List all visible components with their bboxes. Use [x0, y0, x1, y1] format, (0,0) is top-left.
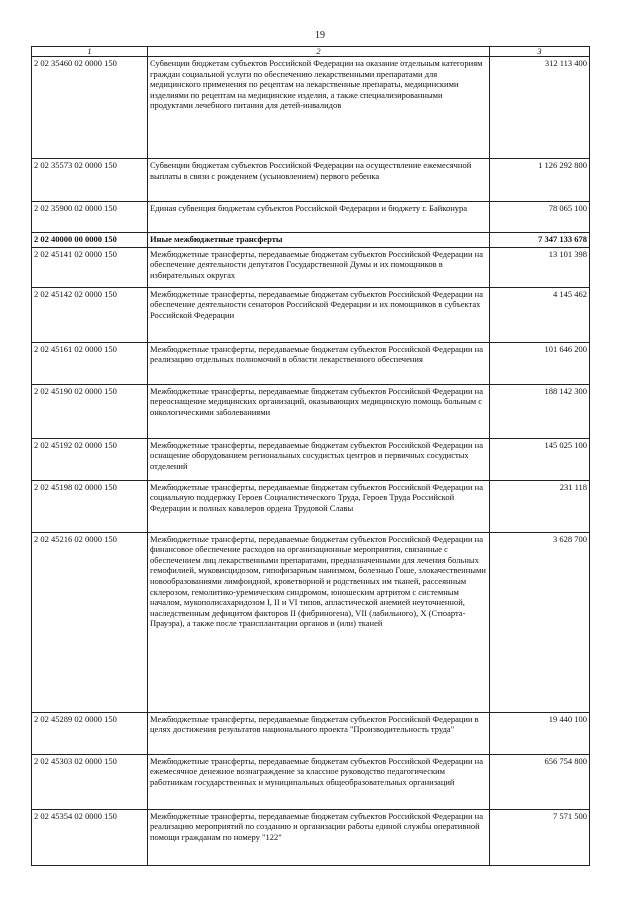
budget-table	[31, 46, 590, 866]
row-code: 2 02 45142 02 0000 150	[32, 287, 148, 342]
row-name: Межбюджетные трансферты, передаваемые бюджетам субъектов Российской Федерации на ежемесячное денежное вознаграждение за классное руководство педагогическим работникам государственных и муниципальных общеобразовательных организаций	[148, 754, 490, 809]
row-code: 2 02 45141 02 0000 150	[32, 247, 148, 287]
table-row	[32, 809, 590, 865]
row-name: Субвенции бюджетам субъектов Российской Федерации на оказание отдельным категориям граждан социальной услуги по обеспечению лекарственными препаратами для медицинского применения по рецептам на лекарственные препараты, медицинскими изделиями по рецептам на медицинские изделия, а также специализированными продуктами лечебного питания для детей-инвалидов	[148, 57, 490, 159]
row-name: Иные межбюджетные трансферты	[148, 233, 490, 248]
row-name: Межбюджетные трансферты, передаваемые бюджетам субъектов Российской Федерации на обеспечение деятельности сенаторов Российской Федерации и их помощников в субъектах Российской Федерации	[148, 287, 490, 342]
row-name: Межбюджетные трансферты, передаваемые бюджетам субъектов Российской Федерации на социальную поддержку Героев Социалистического Труда, Героев Труда Российской Федерации и полных кавалеров ордена Трудовой Славы	[148, 480, 490, 532]
page-number: 19	[315, 30, 325, 41]
table-row	[32, 754, 590, 809]
row-name: Межбюджетные трансферты, передаваемые бюджетам субъектов Российской Федерации в целях достижения результатов национального проекта "Производительность труда"	[148, 712, 490, 754]
row-name: Межбюджетные трансферты, передаваемые бюджетам субъектов Российской Федерации на реализацию отдельных полномочий в области лекарственного обеспечения	[148, 342, 490, 384]
table-row	[32, 480, 590, 532]
row-code: 2 02 45198 02 0000 150	[32, 480, 148, 532]
row-amount: 13 101 398	[490, 247, 590, 287]
row-amount: 3 628 700	[490, 532, 590, 712]
column-header-code: 1	[32, 47, 148, 57]
row-code: 2 02 45192 02 0000 150	[32, 438, 148, 480]
row-code: 2 02 45354 02 0000 150	[32, 809, 148, 865]
row-name: Межбюджетные трансферты, передаваемые бюджетам субъектов Российской Федерации на переоснащение медицинских организаций, оказывающих медицинскую помощь больным с онкологическими заболеваниями	[148, 384, 490, 438]
row-name: Межбюджетные трансферты, передаваемые бюджетам субъектов Российской Федерации на финансовое обеспечение расходов на организационные мероприятия, связанные с обеспечением лиц лекарственными препаратами, предназначенными для лечения больных гемофилией, муковисцидозом, гипофизарным нанизмом, болезнью Гоше, злокачественными новообразованиями лимфоидной, кроветворной и родственных им тканей, рассеянным склерозом, гемолитико-уремическим синдромом, юношеским артритом с системным началом, мукополисахаридозом I, II и VI типов, апластической анемией неуточненной, наследственным дефицитом факторов II (фибриногена), VII (лабильного), X (Стюарта-Прауэра), а также после трансплантации органов и (или) тканей	[148, 532, 490, 712]
row-amount: 231 118	[490, 480, 590, 532]
column-header-amount: 3	[490, 47, 590, 57]
table-header-row	[32, 47, 590, 57]
table-row	[32, 384, 590, 438]
table-row-group-total	[32, 233, 590, 248]
row-code: 2 02 45303 02 0000 150	[32, 754, 148, 809]
row-code: 2 02 45216 02 0000 150	[32, 532, 148, 712]
column-header-name: 2	[148, 47, 490, 57]
row-amount: 1 126 292 800	[490, 159, 590, 202]
table-row	[32, 247, 590, 287]
row-code: 2 02 40000 00 0000 150	[32, 233, 148, 248]
table-row	[32, 342, 590, 384]
row-code: 2 02 35573 02 0000 150	[32, 159, 148, 202]
row-name: Субвенции бюджетам субъектов Российской Федерации на осуществление ежемесячной выплаты в связи с рождением (усыновлением) первого ребенка	[148, 159, 490, 202]
row-amount: 101 646 200	[490, 342, 590, 384]
row-code: 2 02 45289 02 0000 150	[32, 712, 148, 754]
row-code: 2 02 35900 02 0000 150	[32, 202, 148, 233]
row-amount: 78 065 100	[490, 202, 590, 233]
row-name: Межбюджетные трансферты, передаваемые бюджетам субъектов Российской Федерации на оснащение оборудованием региональных сосудистых центров и первичных сосудистых отделений	[148, 438, 490, 480]
row-code: 2 02 45190 02 0000 150	[32, 384, 148, 438]
row-name: Межбюджетные трансферты, передаваемые бюджетам субъектов Российской Федерации на обеспечение деятельности депутатов Государственной Думы и их помощников в избирательных округах	[148, 247, 490, 287]
table-row	[32, 438, 590, 480]
row-amount: 7 571 500	[490, 809, 590, 865]
row-code: 2 02 35460 02 0000 150	[32, 57, 148, 159]
row-name: Единая субвенция бюджетам субъектов Российской Федерации и бюджету г. Байконура	[148, 202, 490, 233]
row-amount: 4 145 462	[490, 287, 590, 342]
row-code: 2 02 45161 02 0000 150	[32, 342, 148, 384]
row-amount: 312 113 400	[490, 57, 590, 159]
table-row	[32, 712, 590, 754]
row-amount: 145 025 100	[490, 438, 590, 480]
table-row	[32, 57, 590, 159]
row-name: Межбюджетные трансферты, передаваемые бюджетам субъектов Российской Федерации на реализацию мероприятий по созданию и организации работы единой службы оперативной помощи гражданам по номеру "122"	[148, 809, 490, 865]
table-row	[32, 202, 590, 233]
row-amount: 656 754 800	[490, 754, 590, 809]
row-amount: 19 440 100	[490, 712, 590, 754]
table-row	[32, 532, 590, 712]
table-row	[32, 287, 590, 342]
row-amount: 7 347 133 678	[490, 233, 590, 248]
row-amount: 188 142 300	[490, 384, 590, 438]
table-row	[32, 159, 590, 202]
